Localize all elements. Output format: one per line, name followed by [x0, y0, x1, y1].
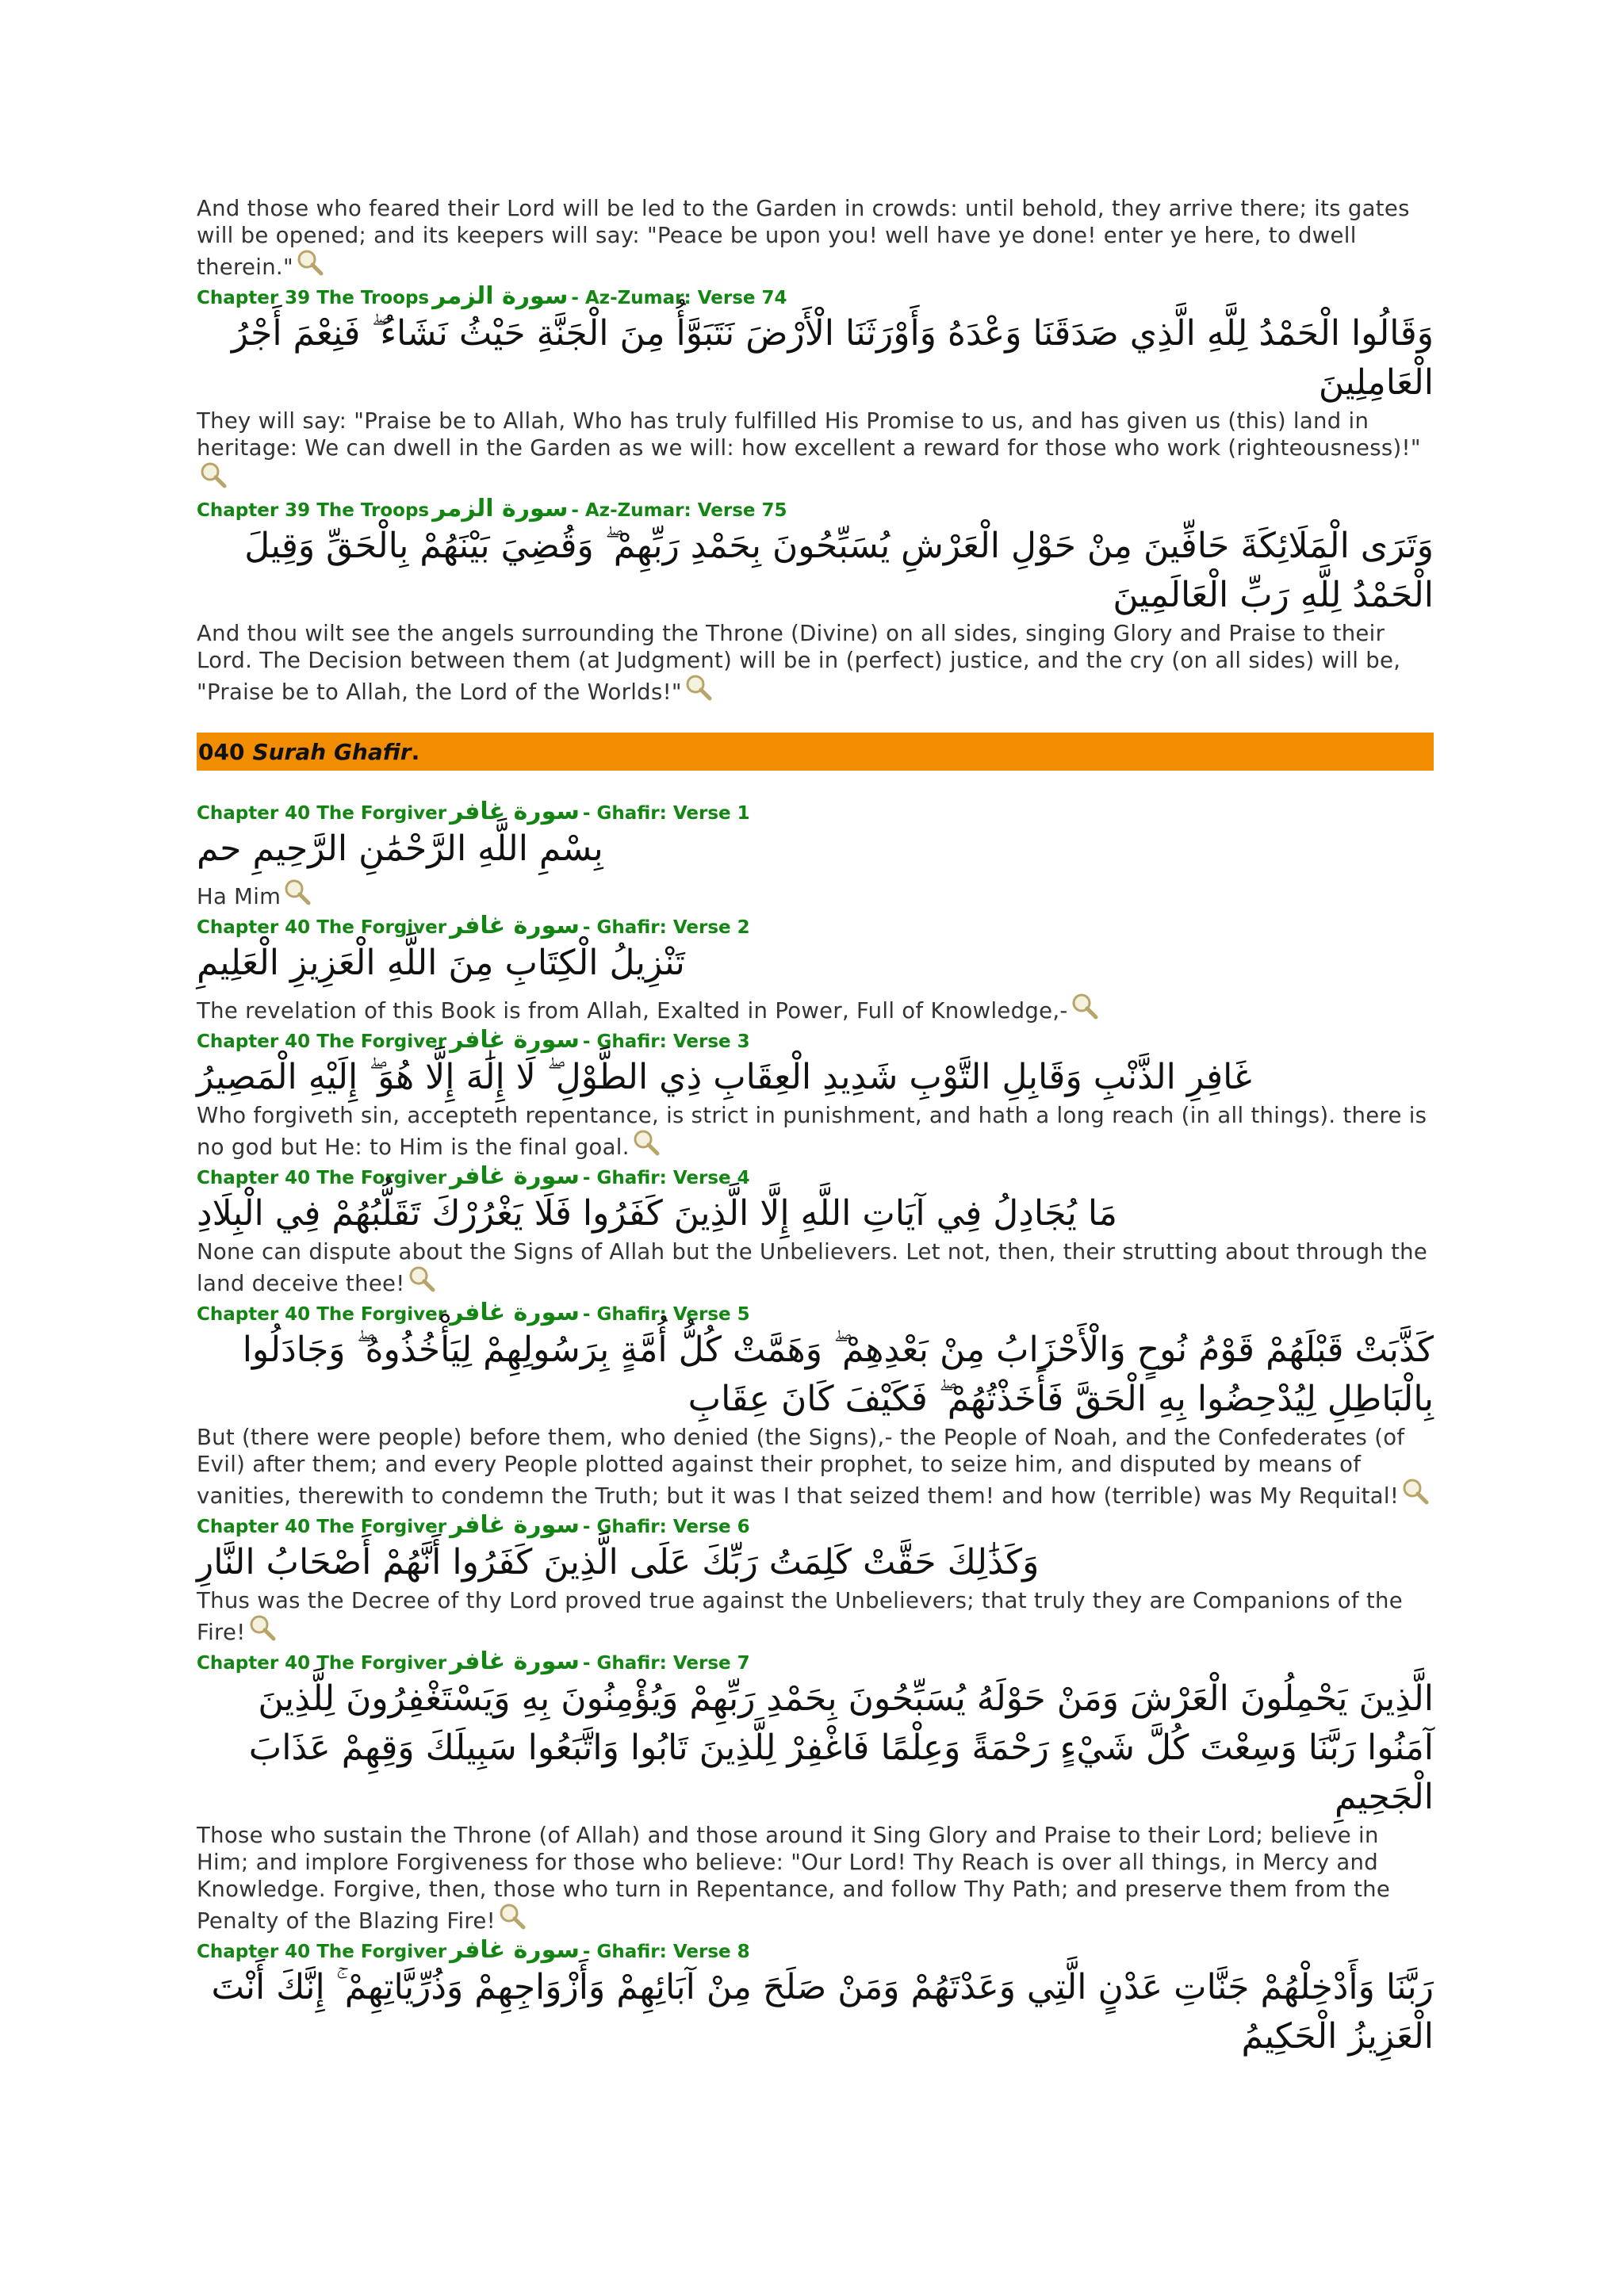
verse-header: Chapter 40 The Forgiver سورة غافر - Ghafir: Verse 2 [197, 912, 750, 939]
arabic-verse: وَتَرَى الْمَلَائِكَةَ حَافِّينَ مِنْ حَوْلِ الْعَرْشِ يُسَبِّحُونَ بِحَمْدِ رَبِّهِمْ ۖ وَقُضِيَ بَيْنَهُمْ بِالْحَقِّ وَقِيلَ الْحَمْدُ لِلَّهِ رَبِّ الْعَالَمِينَ [244, 526, 1434, 615]
magnifier-icon[interactable] [1402, 1485, 1429, 1510]
surah-number: 040 [198, 738, 245, 765]
magnifier-icon[interactable] [408, 1272, 435, 1298]
verse-header: Chapter 40 The Forgiver سورة غافر - Ghafir: Verse 7 [197, 1647, 750, 1675]
content-column [197, 195, 1434, 2061]
verse-translation: None can dispute about the Signs of Allah but the Unbelievers. Let not, then, their strutting about through the land deceive thee! [197, 1239, 1428, 1296]
arabic-verse: الَّذِينَ يَحْمِلُونَ الْعَرْشَ وَمَنْ حَوْلَهُ يُسَبِّحُونَ بِحَمْدِ رَبِّهِمْ وَيُؤْمِنُونَ بِهِ وَيَسْتَغْفِرُونَ لِلَّذِينَ آمَنُوا رَبَّنَا وَسِعْتَ كُلَّ شَيْءٍ رَحْمَةً وَعِلْمًا فَاغْفِرْ لِلَّذِينَ تَابُوا وَاتَّبَعُوا سَبِيلَكَ وَقِهِمْ عَذَابَ الْجَحِيمِ [248, 1678, 1434, 1817]
arabic-verse: بِسْمِ اللَّهِ الرَّحْمَٰنِ الرَّحِيمِ حم [197, 828, 603, 869]
arabic-verse: مَا يُجَادِلُ فِي آيَاتِ اللَّهِ إِلَّا الَّذِينَ كَفَرُوا فَلَا يَغْرُرْكَ تَقَلُّبُهُمْ فِي الْبِلَادِ [197, 1193, 1117, 1234]
verse-header: Chapter 40 The Forgiver سورة غافر - Ghafir: Verse 5 [197, 1299, 750, 1326]
verse-header: Chapter 40 The Forgiver سورة غافر - Ghafir: Verse 8 [197, 1936, 750, 1964]
verse-header: Chapter 40 The Forgiver سورة غافر - Ghafir: Verse 6 [197, 1511, 750, 1539]
surah-banner: 040 Surah Ghafir . [197, 733, 1434, 771]
arabic-verse: غَافِرِ الذَّنْبِ وَقَابِلِ التَّوْبِ شَدِيدِ الْعِقَابِ ذِي الطَّوْلِ ۖ لَا إِلَٰهَ إِلَّا هُوَ ۖ إِلَيْهِ الْمَصِيرُ [197, 1057, 1252, 1097]
verse-translation: And thou wilt see the angels surrounding the Throne (Divine) on all sides, singing Glory and Praise to their Lord. The Decision between them (at Judgment) will be in (perfect) justice, and the cry (on all sides) will be, "Praise be to Allah, the Lord of the Worlds!" [197, 621, 1401, 705]
magnifier-icon[interactable] [1071, 1000, 1098, 1025]
verse-translation: The revelation of this Book is from Allah, Exalted in Power, Full of Knowledge,- [197, 993, 1434, 1026]
verse-translation: They will say: "Praise be to Allah, Who has truly fulfilled His Promise to us, and has given us (this) land in heritage: We can dwell in the Garden as we will: how excellent a reward for those who work (righteousness)!" [197, 408, 1434, 495]
magnifier-icon[interactable] [200, 469, 227, 494]
magnifier-icon[interactable] [297, 256, 324, 281]
arabic-verse: وَكَذَٰلِكَ حَقَّتْ كَلِمَتُ رَبِّكَ عَلَى الَّذِينَ كَفَرُوا أَنَّهُمْ أَصْحَابُ النَّارِ [197, 1542, 1040, 1582]
surah-title: Surah Ghafir [252, 738, 412, 765]
verse-translation: Who forgiveth sin, accepteth repentance, is strict in punishment, and hath a long reach (in all things). there is no god but He: to Him is the final goal. [197, 1103, 1427, 1160]
verse-header: Chapter 40 The Forgiver سورة غافر - Ghafir: Verse 3 [197, 1026, 750, 1054]
verse-translation: But (there were people) before them, who denied (the Signs),- the People of Noah, and the Confederates (of Evil) after them; and every People plotted against their prophet, to seize him, and disputed by means of vanities, therewith to condemn the Truth; but it was I that seized them! and how (terrible) was My Requital! [197, 1424, 1434, 1511]
magnifier-icon[interactable] [284, 886, 311, 911]
magnifier-icon[interactable] [685, 681, 712, 706]
magnifier-icon[interactable] [249, 1621, 276, 1647]
verse-header: Chapter 39 The Troops سورة الزمر - Az-Zumar: Verse 75 [197, 495, 787, 522]
verse-translation: And those who feared their Lord will be led to the Garden in crowds: until behold, they arrive there; its gates will be opened; and its keepers will say: "Peace be upon you! well have ye done! enter ye here, to dwell therein." [197, 196, 1410, 280]
magnifier-icon[interactable] [499, 1910, 526, 1935]
arabic-verse: تَنْزِيلُ الْكِتَابِ مِنَ اللَّهِ الْعَزِيزِ الْعَلِيمِ [197, 943, 685, 983]
magnifier-icon[interactable] [633, 1136, 660, 1161]
arabic-verse: كَذَّبَتْ قَبْلَهُمْ قَوْمُ نُوحٍ وَالْأَحْزَابُ مِنْ بَعْدِهِمْ ۖ وَهَمَّتْ كُلُّ أُمَّةٍ بِرَسُولِهِمْ لِيَأْخُذُوهُ ۖ وَجَادَلُوا بِالْبَاطِلِ لِيُدْحِضُوا بِهِ الْحَقَّ فَأَخَذْتُهُمْ ۖ فَكَيْفَ كَانَ عِقَابِ [242, 1330, 1434, 1419]
verse-translation: Thus was the Decree of thy Lord proved true against the Unbelievers; that truly they are Companions of the Fire! [197, 1588, 1403, 1645]
arabic-verse: رَبَّنَا وَأَدْخِلْهُمْ جَنَّاتِ عَدْنٍ الَّتِي وَعَدْتَهُمْ وَمَنْ صَلَحَ مِنْ آبَائِهِمْ وَأَزْوَاجِهِمْ وَذُرِّيَّاتِهِمْ ۚ إِنَّكَ أَنْتَ الْعَزِيزُ الْحَكِيمُ [211, 1967, 1434, 2057]
verse-translation: Ha Mim [197, 878, 1434, 912]
verse-header: Chapter 40 The Forgiver سورة غافر - Ghafir: Verse 4 [197, 1162, 750, 1190]
arabic-verse: وَقَالُوا الْحَمْدُ لِلَّهِ الَّذِي صَدَقَنَا وَعْدَهُ وَأَوْرَثَنَا الْأَرْضَ نَتَبَوَّأُ مِنَ الْجَنَّةِ حَيْثُ نَشَاءُ ۖ فَنِعْمَ أَجْرُ الْعَامِلِينَ [231, 313, 1434, 403]
verse-translation: Those who sustain the Throne (of Allah) and those around it Sing Glory and Praise to their Lord; believe in Him; and implore Forgiveness for those who believe: "Our Lord! Thy Reach is over all things, in Mercy and Knowledge. Forgive, then, those who turn in Repentance, and follow Thy Path; and preserve them from the Penalty of the Blazing Fire! [197, 1823, 1391, 1934]
verse-header: Chapter 40 The Forgiver سورة غافر - Ghafir: Verse 1 [197, 798, 750, 825]
verse-header: Chapter 39 The Troops سورة الزمر - Az-Zumar: Verse 74 [197, 282, 787, 310]
